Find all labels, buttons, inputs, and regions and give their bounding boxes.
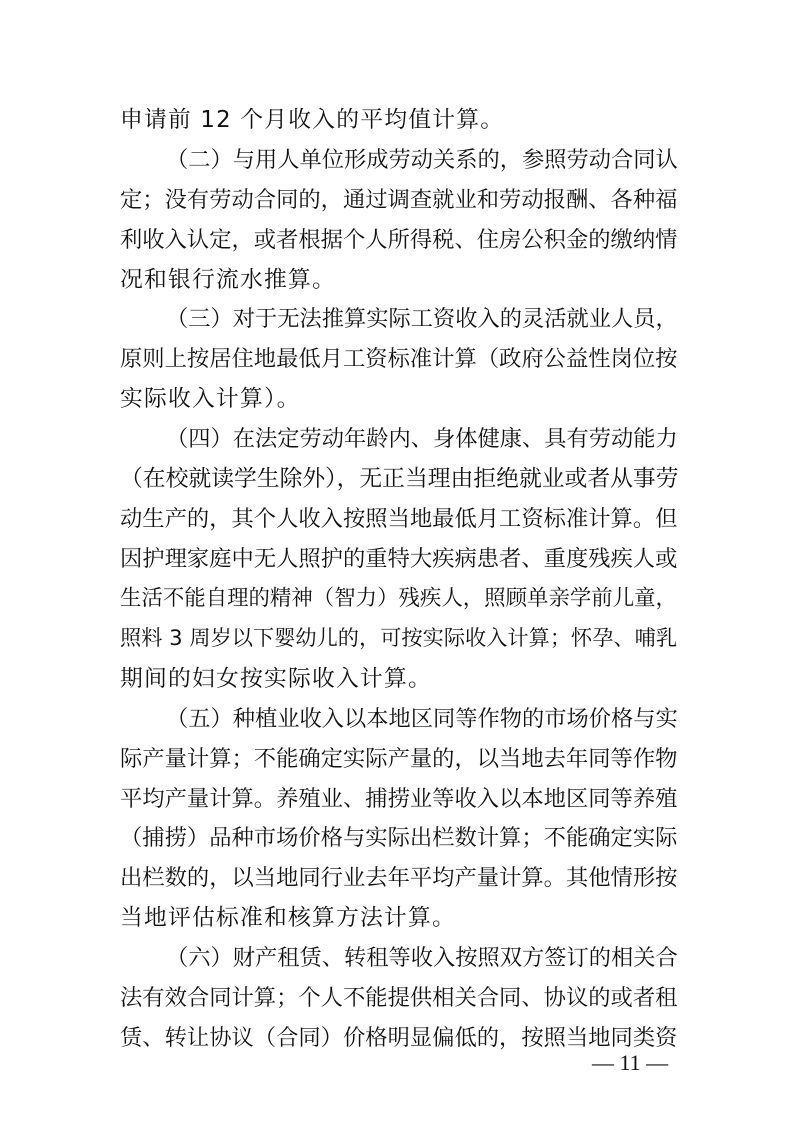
text-line: （三）对于无法推算实际工资收入的灵活就业人员， xyxy=(166,306,678,332)
text-line: 法有效合同计算；个人不能提供相关合同、协议的或者租 xyxy=(120,985,678,1011)
text-line: 期间的妇女按实际收入计算。 xyxy=(120,666,432,692)
text-line: 因护理家庭中无人照护的重特大疾病患者、重度残疾人或 xyxy=(120,546,678,572)
text-line: 动生产的，其个人收入按照当地最低月工资标准计算。但 xyxy=(120,506,678,532)
text-line: 生活不能自理的精神（智力）残疾人，照顾单亲学前儿童， xyxy=(120,586,677,611)
text-line: （在校就读学生除外），无正当理由拒绝就业或者从事劳 xyxy=(120,466,679,492)
text-line: 申请前 12 个月收入的平均值计算。 xyxy=(120,107,505,133)
text-line: 利收入认定，或者根据个人所得税、住房公积金的缴纳情 xyxy=(120,227,678,253)
page-number: — 11 — xyxy=(592,1050,669,1075)
text-line: 定；没有劳动合同的，通过调查就业和劳动报酬、各种福 xyxy=(120,187,678,213)
text-line: （四）在法定劳动年龄内、身体健康、具有劳动能力 xyxy=(166,426,678,452)
text-line: （五）种植业收入以本地区同等作物的市场价格与实 xyxy=(166,706,678,732)
text-line: 际产量计算；不能确定实际产量的，以当地去年同等作物 xyxy=(120,746,678,772)
text-line: 况和银行流水推算。 xyxy=(120,267,336,293)
text-line: 平均产量计算。养殖业、捕捞业等收入以本地区同等养殖 xyxy=(120,786,678,812)
text-line: 实际收入计算）。 xyxy=(120,386,301,412)
text-line: 当地评估标准和核算方法计算。 xyxy=(120,905,456,931)
text-line: 出栏数的，以当地同行业去年平均产量计算。其他情形按 xyxy=(120,865,678,891)
text-line: （捕捞）品种市场价格与实际出栏数计算；不能确定实际 xyxy=(120,825,678,851)
text-line: 原则上按居住地最低月工资标准计算（政府公益性岗位按 xyxy=(120,346,678,372)
text-line: （二）与用人单位形成劳动关系的，参照劳动合同认 xyxy=(166,147,678,173)
text-line: 赁、转让协议（合同）价格明显偏低的，按照当地同类资 xyxy=(120,1025,678,1051)
text-line: 照料 3 周岁以下婴幼儿的，可按实际收入计算；怀孕、哺乳 xyxy=(120,626,678,651)
text-line: （六）财产租赁、转租等收入按照双方签订的相关合 xyxy=(166,945,678,971)
